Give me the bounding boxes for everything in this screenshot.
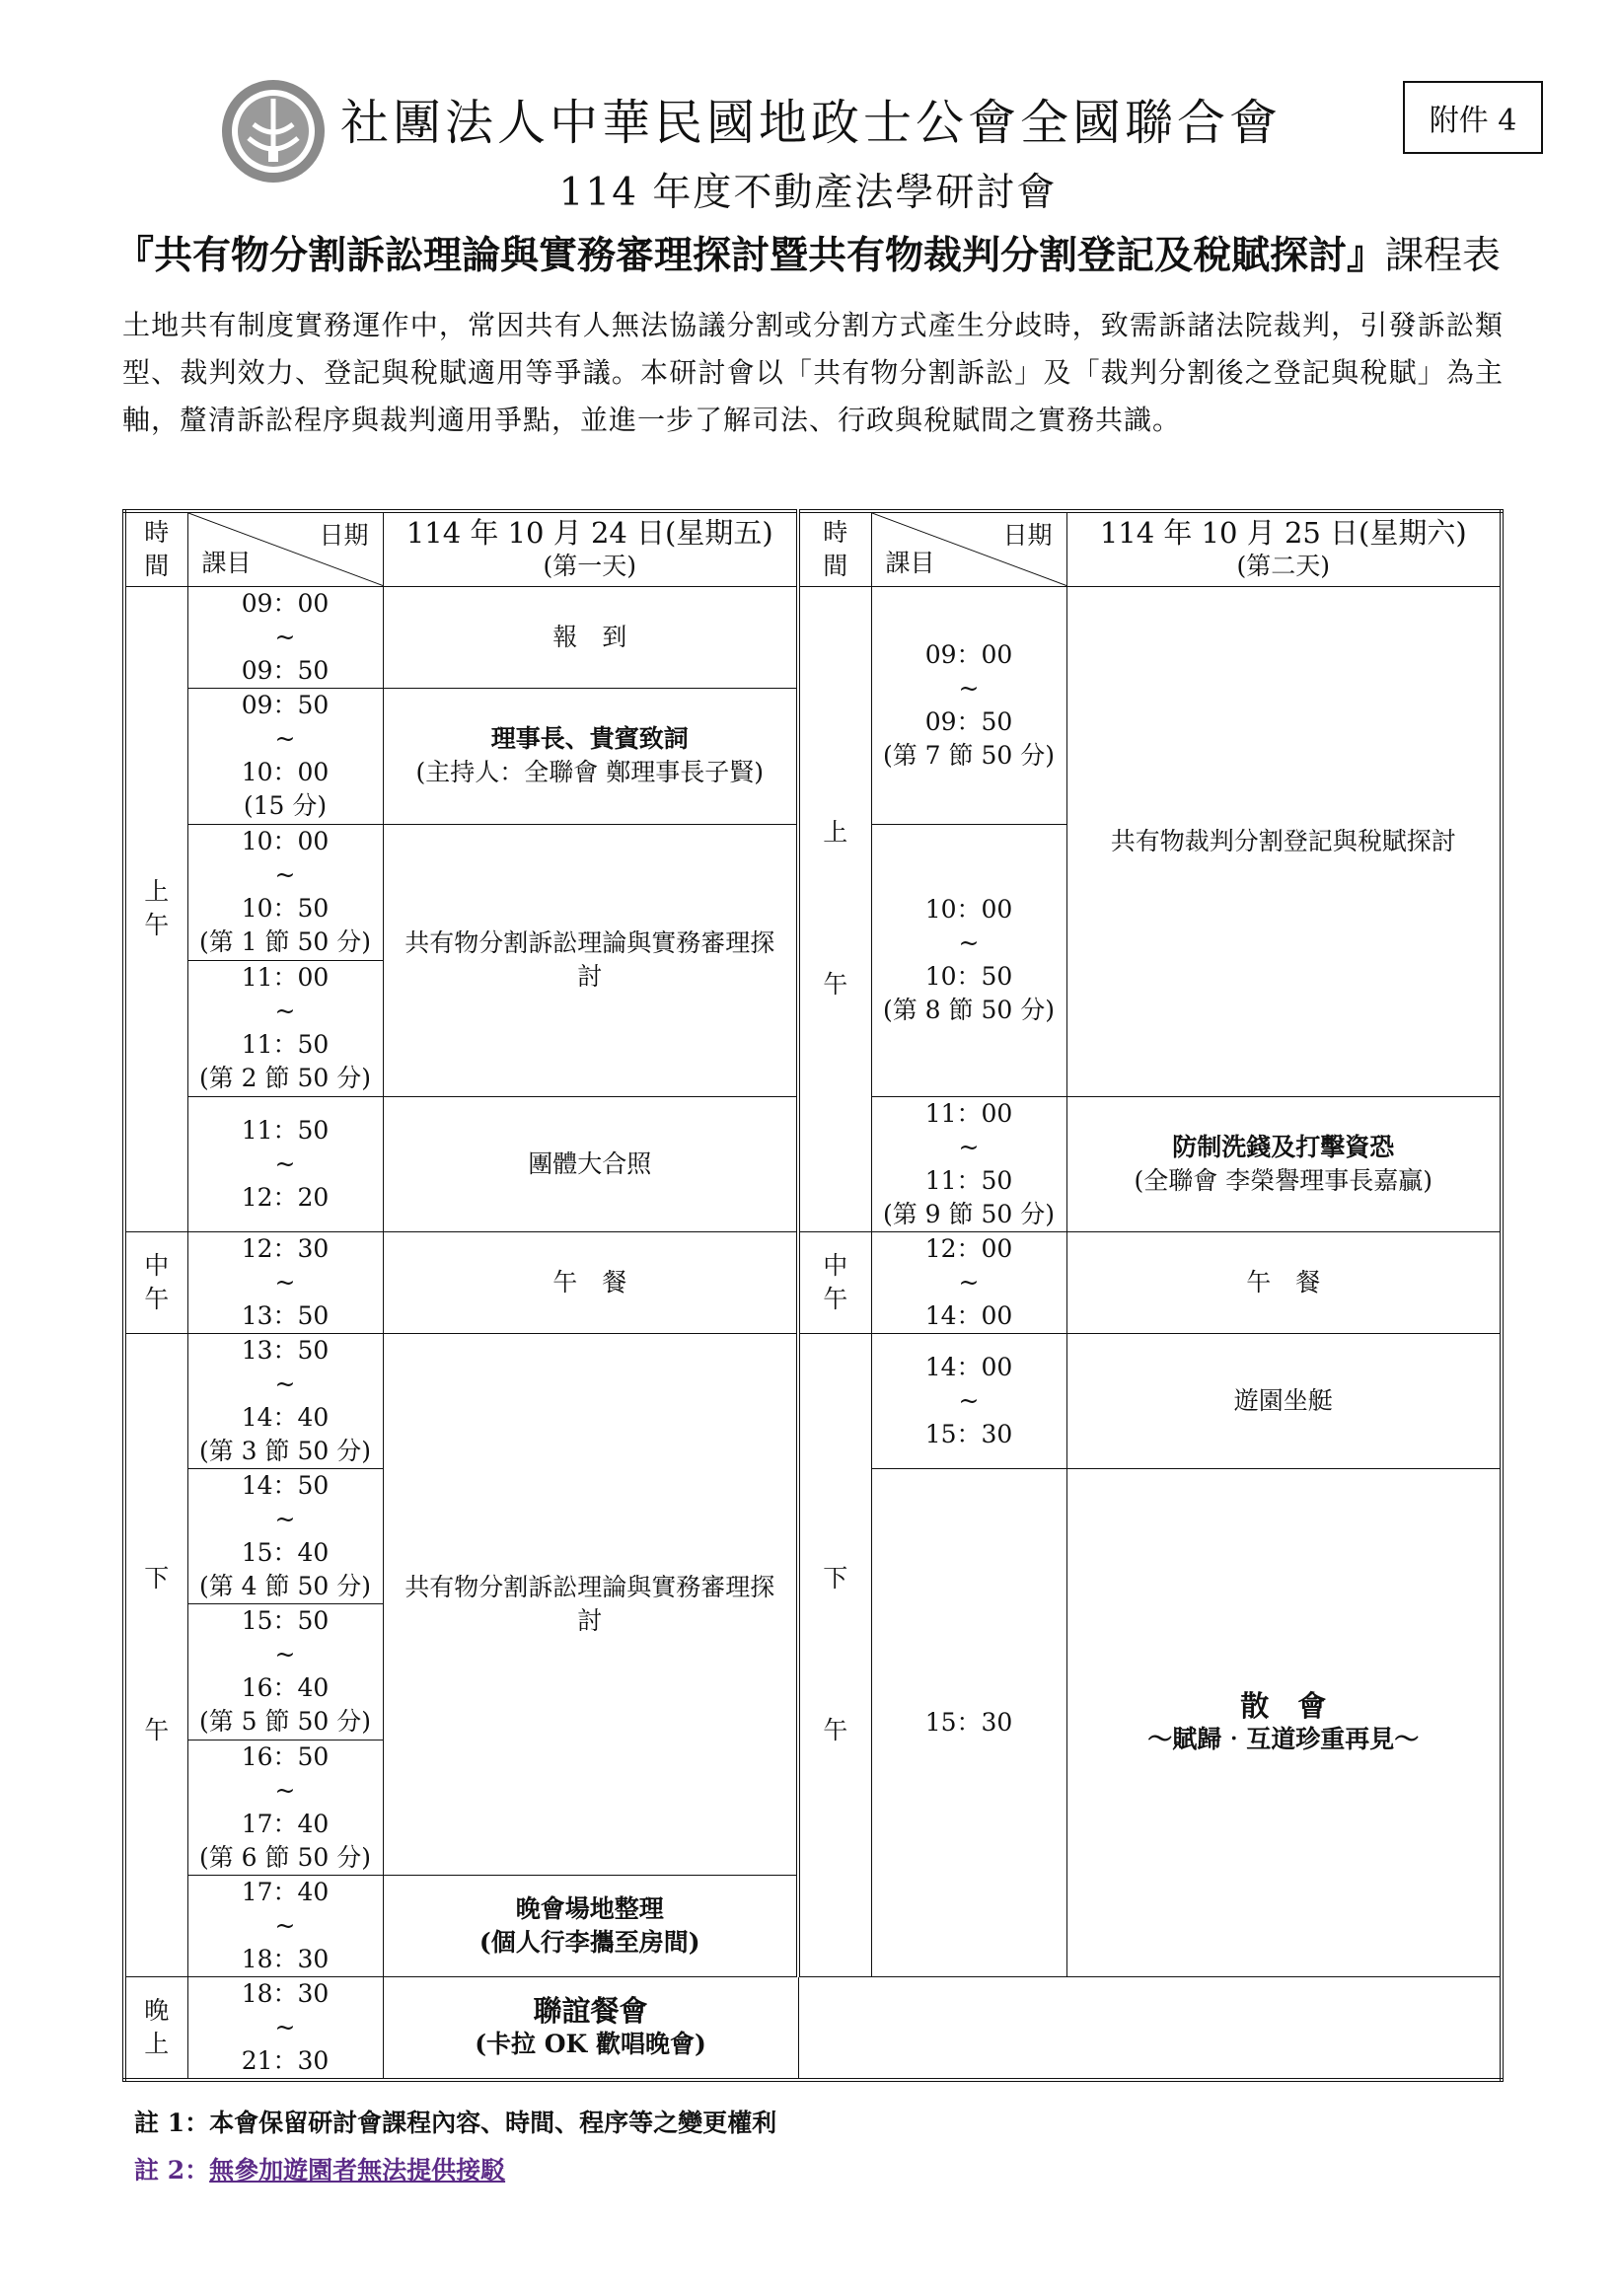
time-cell: 09：50 ~ 10：00 (15 分) — [187, 688, 383, 824]
subject-cell: 防制洗錢及打擊資恐 (全聯會 李榮譽理事長嘉贏) — [1066, 1096, 1502, 1231]
day2-label: (第二天) — [1236, 551, 1330, 580]
time-cell: 11：00 ~ 11：50 (第 9 節 50 分) — [871, 1096, 1066, 1231]
course-title-main: 『共有物分割訴訟理論與實務審理探討暨共有物裁判分割登記及稅賦探討』 — [114, 233, 1385, 278]
table-row — [124, 1976, 1502, 2080]
period-evening: 晚上 — [124, 1976, 187, 2080]
time-cell: 09：00 ~ 09：50 — [187, 586, 383, 688]
time-cell: 17：40 ~ 18：30 — [187, 1875, 383, 1976]
time-cell: 18：30 ~ 21：30 — [187, 1976, 383, 2080]
note-1: 註 1：本會保留研討會課程內容、時間、程序等之變更權利 — [134, 2109, 777, 2137]
course-title — [0, 225, 1616, 280]
note-2-label: 註 2： — [134, 2156, 210, 2185]
note-2-text: 無參加遊園者無法提供接駁 — [209, 2156, 506, 2185]
attachment-label: 附件 4 — [1403, 81, 1543, 154]
time-cell: 12：00 ~ 14：00 — [871, 1231, 1066, 1333]
time-cell: 15：30 — [871, 1468, 1066, 1976]
subject-cell: 共有物分割訴訟理論與實務審理探討 — [383, 824, 798, 1096]
subject-cell: 遊園坐艇 — [1066, 1333, 1502, 1468]
time-cell: 15：50 ~ 16：40 (第 5 節 50 分) — [187, 1603, 383, 1740]
date-subject-header-day2 — [871, 511, 1066, 586]
table-row — [124, 586, 1502, 688]
subject-cell: 團體大合照 — [383, 1096, 798, 1231]
date-label: 日期 — [319, 521, 369, 550]
subject-cell: 午 餐 — [383, 1231, 798, 1333]
period-afternoon-day2: 下 午 — [798, 1333, 871, 1976]
table-header-row — [124, 511, 1502, 586]
time-cell: 14：50 ~ 15：40 (第 4 節 50 分) — [187, 1468, 383, 1603]
seminar-title: 114 年度不動產法學研討會 — [558, 171, 1058, 215]
course-title-suffix: 課程表 — [1385, 234, 1502, 278]
subject-cell: 晚會場地整理 (個人行李攜至房間) — [383, 1875, 798, 1976]
day1-label: (第一天) — [543, 551, 636, 580]
time-cell: 14：00 ~ 15：30 — [871, 1333, 1066, 1468]
organization-title: 社團法人中華民國地政士公會全國聯合會 — [340, 95, 1283, 151]
subject-cell: 午 餐 — [1066, 1231, 1502, 1333]
day1-date: 114 年 10 月 24 日(星期五) — [405, 515, 773, 550]
table-row — [124, 1333, 1502, 1468]
schedule-table — [122, 509, 1504, 2082]
period-afternoon: 下 午 — [124, 1333, 187, 1976]
subject-cell: 理事長、貴賓致詞 (主持人：全聯會 鄭理事長子賢) — [383, 688, 798, 824]
document-header — [0, 0, 1616, 278]
period-morning-day2: 上 午 — [798, 586, 871, 1231]
subject-cell: 共有物裁判分割登記與稅賦探討 — [1066, 586, 1502, 1096]
subject-cell: 聯誼餐會 (卡拉 OK 歡唱晚會) — [383, 1976, 798, 2080]
day1-header — [383, 511, 798, 586]
subject-label-day2: 課目 — [885, 548, 935, 577]
date-label-day2: 日期 — [1002, 521, 1053, 550]
period-morning: 上午 — [124, 586, 187, 1231]
date-subject-header — [187, 511, 383, 586]
time-cell: 11：50 ~ 12：20 — [187, 1096, 383, 1231]
table-row — [124, 1231, 1502, 1333]
period-noon: 中午 — [124, 1231, 187, 1333]
time-cell: 12：30 ~ 13：50 — [187, 1231, 383, 1333]
time-cell: 13：50 ~ 14：40 (第 3 節 50 分) — [187, 1333, 383, 1468]
subject-cell: 共有物分割訴訟理論與實務審理探討 — [383, 1333, 798, 1875]
time-cell: 16：50 ~ 17：40 (第 6 節 50 分) — [187, 1740, 383, 1875]
time-cell: 10：00 ~ 10：50 (第 1 節 50 分) — [187, 824, 383, 960]
intro-paragraph: 土地共有制度實務運作中，常因共有人無法協議分割或分割方式產生分歧時，致需訴諸法院裁判，引發訴訟類型、裁判效力、登記與稅賦適用等爭議。本研討會以「共有物分割訴訟」及「裁判分割後之登記與稅賦」為主軸，釐清訴訟程序與裁判適用爭點，並進一步了解司法、行政與稅賦間之實務共識。 — [122, 309, 1504, 436]
period-noon-day2: 中午 — [798, 1231, 871, 1333]
time-cell: 09：00 ~ 09：50 (第 7 節 50 分) — [871, 586, 1066, 824]
time-header: 時間 — [124, 511, 187, 586]
day2-header — [1066, 511, 1502, 586]
note-2 — [134, 2151, 505, 2186]
day2-date: 114 年 10 月 25 日(星期六) — [1099, 515, 1467, 550]
subject-cell: 散 會 ～賦歸‧互道珍重再見～ — [1066, 1468, 1502, 1976]
time-header-day2: 時間 — [798, 511, 871, 586]
subject-cell: 報 到 — [383, 586, 798, 688]
subject-label: 課目 — [201, 548, 252, 577]
time-cell: 10：00 ~ 10：50 (第 8 節 50 分) — [871, 824, 1066, 1096]
time-cell: 11：00 ~ 11：50 (第 2 節 50 分) — [187, 960, 383, 1096]
